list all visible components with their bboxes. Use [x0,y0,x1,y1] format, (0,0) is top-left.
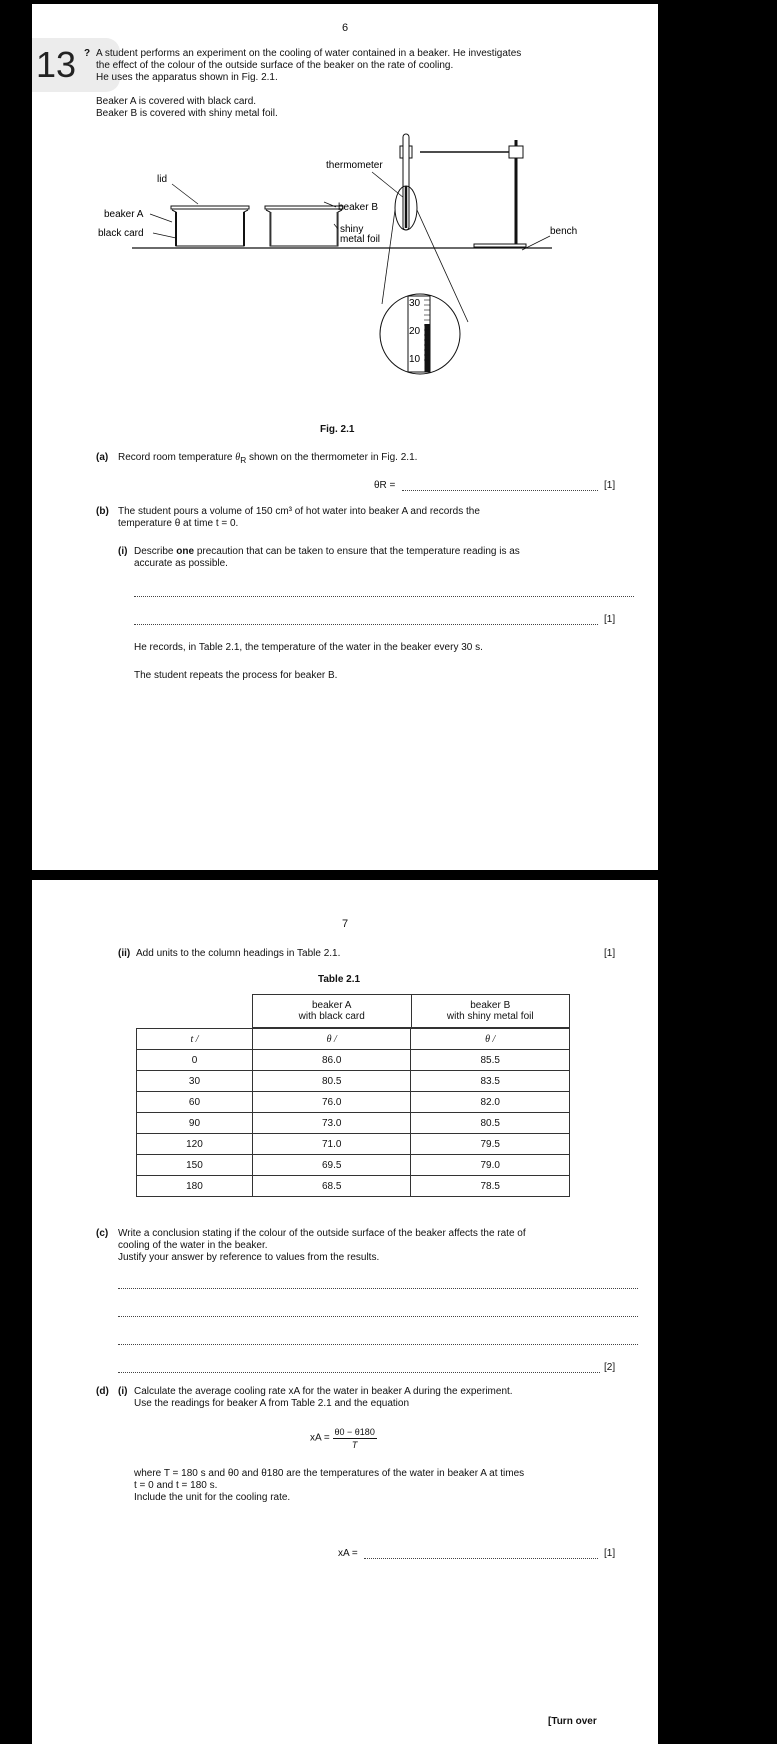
part-b-i-mark: [1] [604,614,616,625]
equation-denominator: T [351,1440,358,1450]
theta-subscript: R [240,455,247,465]
part-b-i-answer-line-2[interactable] [134,624,598,625]
table-header-row [137,1029,570,1050]
part-a-mark: [1] [604,480,616,491]
magnified-scale [380,294,460,374]
cell-time: 120 [137,1134,253,1155]
scale-20: 20 [409,326,421,337]
header-theta-a-text: θ / [326,1033,337,1045]
cell-time: 0 [137,1050,253,1071]
part-c-label: (c) [96,1228,109,1239]
table-row [137,1176,570,1197]
turn-over: [Turn over [548,1716,597,1727]
scale-30: 30 [409,298,421,309]
header-theta-b-text: θ / [485,1033,496,1045]
question-number: 13 [36,44,77,85]
cell-time: 60 [137,1092,253,1113]
cell-time: 90 [137,1113,253,1134]
cell-theta-b: 82.0 [411,1092,570,1113]
part-c-answer-line-4[interactable] [118,1372,600,1373]
part-b-i-answer-line-1[interactable] [134,596,634,597]
room-temp-answer-label: θR = [374,480,396,491]
scale-10: 10 [409,354,421,365]
label-metal-foil: metal foil [340,234,381,245]
beaker-a-note: Beaker A is covered with black card. [96,96,257,107]
part-c-answer-line-2[interactable] [118,1316,638,1317]
intro-line-1: A student performs an experiment on the cooling of water contained in a beaker. He investigates [96,48,522,59]
label-beaker-b: beaker B [338,202,379,213]
exam-page-7 [32,880,658,1744]
cell-theta-a: 68.5 [252,1176,411,1197]
part-c-line-2: cooling of the water in the beaker. [118,1240,268,1251]
part-b-line-2: temperature θ at time t = 0. [118,518,239,529]
cell-theta-a: 80.5 [252,1071,411,1092]
exam-page-6 [32,4,658,870]
part-c-answer-line-1[interactable] [118,1288,638,1289]
beaker-b-subheader: with shiny metal foil [446,1011,534,1022]
cooling-rate-equation [310,1426,377,1451]
label-bench: bench [550,226,578,237]
equation-numerator: θ0 − θ180 [334,1427,375,1437]
label-black-card: black card [98,228,144,239]
cell-time: 30 [137,1071,253,1092]
cell-theta-a: 86.0 [252,1050,411,1071]
table-row [137,1050,570,1071]
part-b-line-1: The student pours a volume of 150 cm³ of hot water into beaker A and records the [118,506,480,517]
part-c-line-3: Justify your answer by reference to values from the results. [118,1252,380,1263]
cell-time: 180 [137,1176,253,1197]
equation-lhs: xA = [310,1432,330,1444]
label-shiny: shiny [340,224,364,235]
label-beaker-a: beaker A [104,209,144,220]
page-number: 6 [341,22,349,34]
part-c-answer-line-3[interactable] [118,1344,638,1345]
unit-note: Include the unit for the cooling rate. [134,1492,291,1503]
theta-symbol: θ [235,452,241,463]
results-table [136,1028,570,1197]
part-b-label: (b) [96,506,109,517]
part-b-ii-label: (ii) [118,948,131,959]
part-b-i-label: (i) [118,546,128,557]
cell-theta-b: 79.5 [411,1134,570,1155]
intro-line-2: the effect of the colour of the outside surface of the beaker on the rate of cooling. [96,60,454,71]
part-b-i-bold: one [176,546,195,557]
part-d-i-label: (i) [118,1386,128,1397]
where-line-1: where T = 180 s and θ0 and θ180 are the temperatures of the water in beaker A at times [134,1468,525,1479]
beaker-b [265,206,343,246]
cell-theta-b: 78.5 [411,1176,570,1197]
part-c-line-1: Write a conclusion stating if the colour of the outside surface of the beaker affects the rate of [118,1228,526,1239]
part-d-mark: [1] [604,1548,616,1559]
table-row [137,1092,570,1113]
apparatus-diagram [72,128,592,418]
clamp-stand [400,140,526,247]
beaker-b-note: Beaker B is covered with shiny metal foil. [96,108,278,119]
label-lid: lid [157,174,168,185]
cell-theta-b: 79.0 [411,1155,570,1176]
page-number: 7 [341,918,349,930]
part-b-i-after: precaution that can be taken to ensure that the temperature reading is as [196,546,520,557]
thermometer [395,134,417,230]
table-row [137,1134,570,1155]
table-row [137,1071,570,1092]
beaker-a [171,206,249,246]
beaker-b-header: beaker B [470,1000,511,1011]
part-a-label: (a) [96,452,109,463]
cell-time: 150 [137,1155,253,1176]
intro-line-3: He uses the apparatus shown in Fig. 2.1. [96,72,278,83]
cell-theta-b: 83.5 [411,1071,570,1092]
label-thermometer: thermometer [326,160,383,171]
part-d-line-2: Use the readings for beaker A from Table 2.1 and the equation [134,1398,409,1409]
part-b-i-before: Describe [134,546,174,557]
header-time[interactable] [137,1029,253,1050]
question-mark: ? [84,48,91,59]
part-a-question [118,452,417,466]
figure-caption: Fig. 2.1 [320,424,355,435]
cell-theta-b: 80.5 [411,1113,570,1134]
table-group-headers [252,994,570,1028]
cell-theta-a: 71.0 [252,1134,411,1155]
header-theta-a[interactable] [252,1029,411,1050]
room-temp-answer-line[interactable] [402,490,598,491]
table-title: Table 2.1 [318,974,361,985]
cell-theta-a: 76.0 [252,1092,411,1113]
group-header-beaker-a [253,995,412,1028]
repeats-note: The student repeats the process for beaker B. [134,670,338,681]
where-line-2: t = 0 and t = 180 s. [134,1480,218,1491]
beaker-a-header: beaker A [312,1000,352,1011]
part-b-ii-text: Add units to the column headings in Table 2.1. [136,948,341,959]
beaker-a-subheader: with black card [298,1011,365,1022]
cell-theta-a: 73.0 [252,1113,411,1134]
part-b-i-line-1 [134,546,520,558]
part-b-i-line-2: accurate as possible. [134,558,228,569]
group-header-beaker-b [411,995,570,1028]
part-d-line-1: Calculate the average cooling rate xA for the water in beaker A during the experiment. [134,1386,513,1397]
records-note: He records, in Table 2.1, the temperature of the water in the beaker every 30 s. [134,642,483,653]
part-a-text-before: Record room temperature [118,452,233,463]
equation-fraction [333,1426,377,1451]
cell-theta-a: 69.5 [252,1155,411,1176]
part-b-ii-mark: [1] [604,948,616,959]
cell-theta-b: 85.5 [411,1050,570,1071]
header-time-text: t / [190,1033,199,1045]
cooling-rate-answer-line[interactable] [364,1558,598,1559]
table-row [137,1113,570,1134]
cooling-rate-answer-label: xA = [338,1548,358,1559]
header-theta-b[interactable] [411,1029,570,1050]
part-a-text-after: shown on the thermometer in Fig. 2.1. [249,452,418,463]
part-c-mark: [2] [604,1362,616,1373]
table-row [137,1155,570,1176]
part-d-label: (d) [96,1386,109,1397]
